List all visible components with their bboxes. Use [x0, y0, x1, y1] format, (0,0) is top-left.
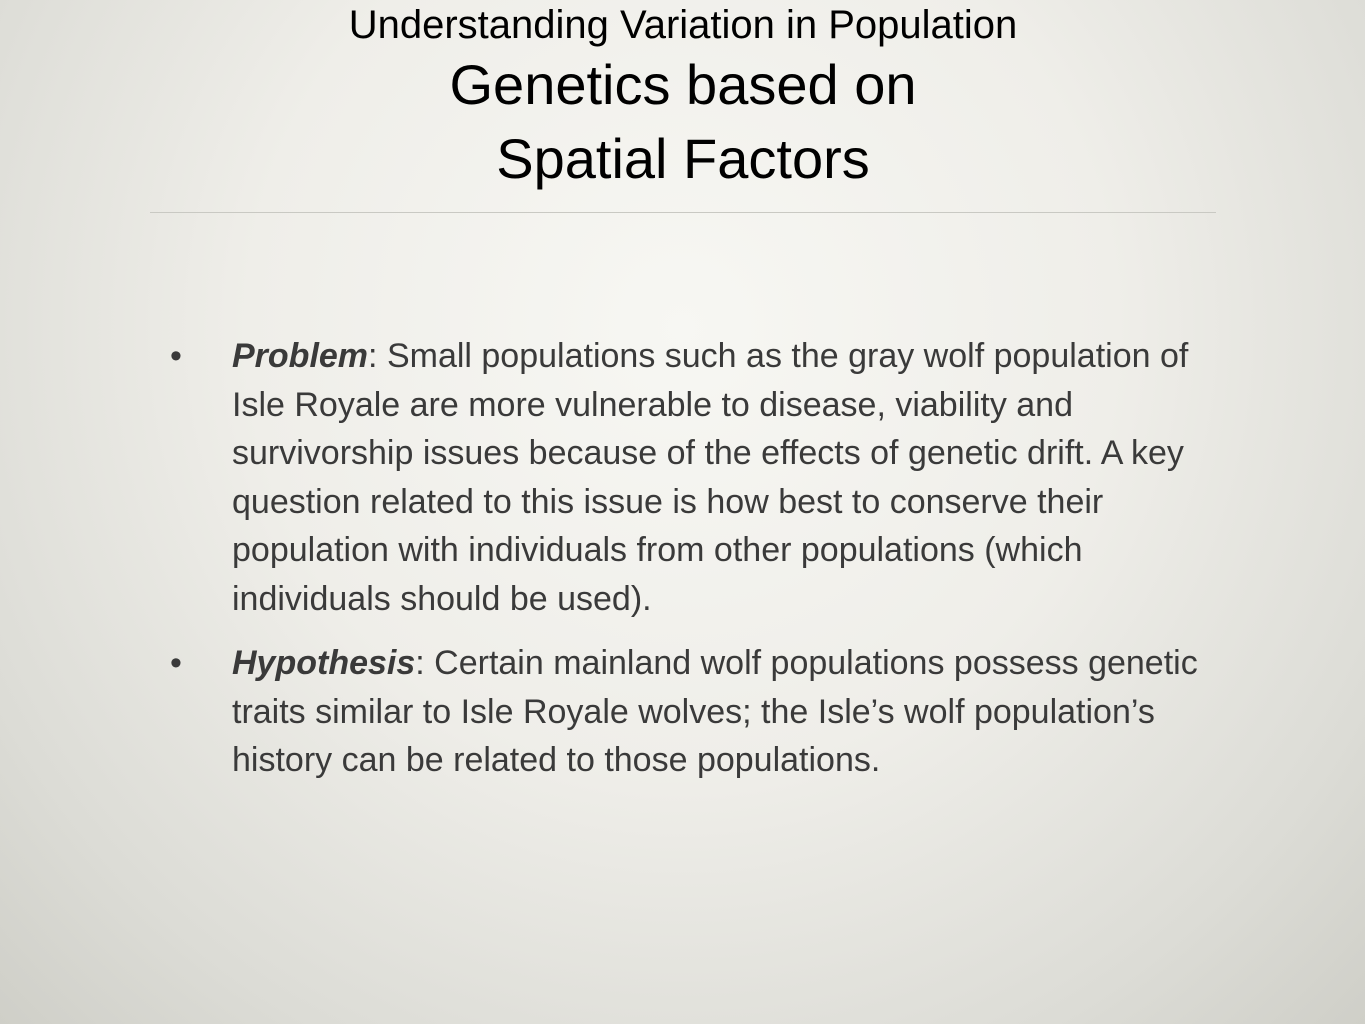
title-line-3: Spatial Factors — [496, 127, 870, 190]
title-divider — [150, 212, 1216, 213]
bullet-hypothesis — [170, 639, 1240, 785]
slide-title — [150, 0, 1216, 196]
bullet-list — [170, 332, 1240, 801]
bullet-term-problem: Problem — [232, 337, 369, 375]
bullet-problem — [170, 332, 1240, 623]
bullet-marker: • — [170, 644, 182, 682]
bullet-text-problem: : Small populations such as the gray wolf population of Isle Royale are more vulnerable to disease, viability and survivorship issues because of the effects of genetic drift. A key question related to this issue is how best to conserve their population with individuals from other populations (which individuals should be used). — [232, 337, 1189, 618]
title-line-2: Genetics based on — [449, 53, 917, 116]
bullet-term-hypothesis: Hypothesis — [232, 644, 416, 682]
bullet-marker: • — [170, 337, 182, 375]
title-line-1: Understanding Variation in Population — [348, 3, 1018, 47]
bullet-text-hypothesis: : Certain mainland wolf populations possess genetic traits similar to Isle Royale wolves; the Isle’s wolf population’s history can be related to those populations. — [232, 644, 1198, 779]
